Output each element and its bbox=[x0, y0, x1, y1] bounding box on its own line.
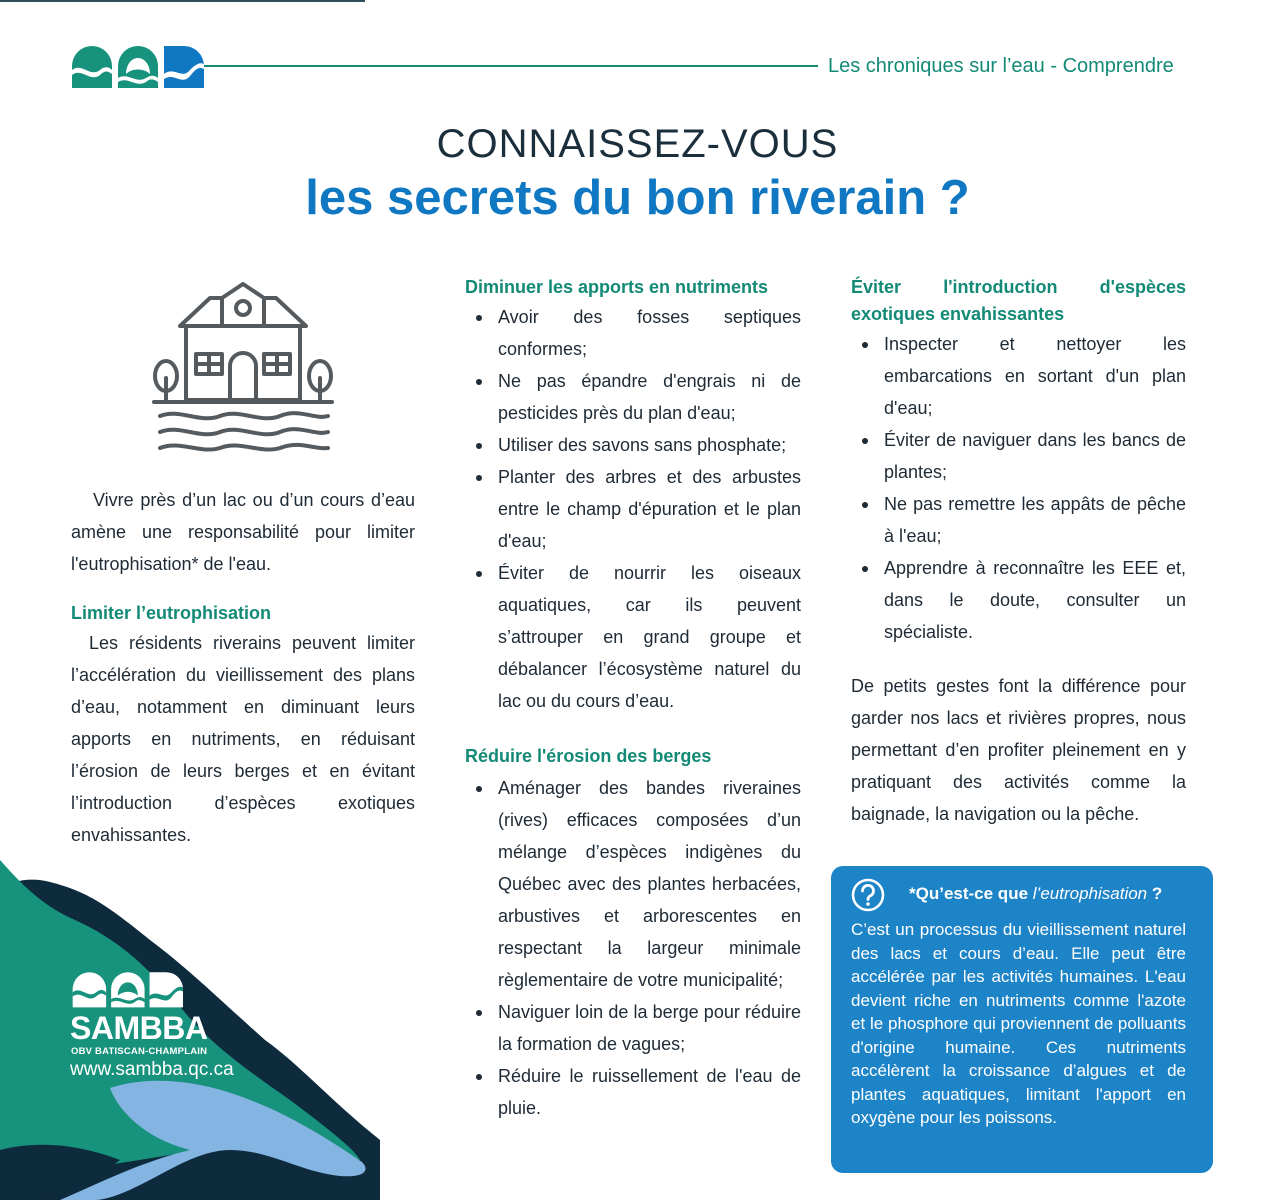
heading-especes: Éviter l'introduction d'espèces exotiques envahissantes bbox=[851, 277, 1186, 324]
sambba-logo-icon bbox=[70, 44, 204, 88]
list-item: Aménager des bandes riveraines (rives) efficaces composées d’un mélange d’espèces indigènes du Québec avec des plantes herbacées, arbustives et arborescentes en respectant la largeur minimale règlementaire de votre municipalité; bbox=[465, 772, 801, 996]
question-circle-icon bbox=[851, 878, 885, 912]
definition-title-term: l’eutrophisation bbox=[1032, 884, 1148, 903]
brand-subtitle: OBV BATISCAN-CHAMPLAIN bbox=[71, 1046, 208, 1057]
conclusion-text: De petits gestes font la différence pour garder nos lacs et rivières propres, nous permettant d’en profiter pleinement en y pratiquant des activités comme la baignade, la navigation ou la pêche. bbox=[851, 676, 1186, 824]
list-item: Inspecter et nettoyer les embarcations en sortant d'un plan d'eau; bbox=[851, 328, 1186, 424]
brand-name: SAMBBA bbox=[70, 1010, 208, 1046]
definition-body: C’est un processus du vieillissement naturel des lacs et cours d’eau. Elle peut être accélérée par les activités humaines. L'eau devient riche en nutriments comme l'azote et le phosphore qui proviennent de polluants d'origine humaine. Ces nutriments accélèrent la croissance d’algues et de plantes aquatiques, limitant l'apport en oxygène pour les poissons. bbox=[851, 920, 1186, 1127]
list-item: Réduire le ruissellement de l'eau de pluie. bbox=[465, 1060, 801, 1124]
list-item: Ne pas remettre les appâts de pêche à l'eau; bbox=[851, 488, 1186, 552]
website-link[interactable]: www.sambba.qc.ca bbox=[70, 1059, 234, 1080]
sambba-logo-white-icon bbox=[71, 970, 183, 1008]
heading-erosion: Réduire l'érosion des berges bbox=[465, 746, 712, 766]
list-item: Naviguer loin de la berge pour réduire la formation de vagues; bbox=[465, 996, 801, 1060]
definition-title-suffix: ? bbox=[1151, 884, 1163, 903]
list-item: Apprendre à reconnaître les EEE et, dans le doute, consulter un spécialiste. bbox=[851, 552, 1186, 648]
house-by-water-icon bbox=[150, 282, 336, 452]
limiter-text: Les résidents riverains peuvent limiter l’accélération du vieillissement des plans d’eau, notamment en diminuant leurs apports en nutriments, en réduisant l’érosion de leurs berges et en évitant l’introduction d’espèces exotiques envahissantes. bbox=[71, 633, 415, 845]
page-title-line1: CONNAISSEZ-VOUS bbox=[436, 122, 839, 166]
intro-text: Vivre près d’un lac ou d’un cours d’eau amène une responsabilité pour limiter l'eutrophisation* de l'eau. bbox=[71, 490, 415, 574]
column-right bbox=[851, 274, 1186, 830]
list-especes bbox=[851, 328, 1186, 648]
list-item: Éviter de naviguer dans les bancs de plantes; bbox=[851, 424, 1186, 488]
series-title: Les chroniques sur l’eau - Comprendre bbox=[828, 55, 1174, 77]
heading-limiter: Limiter l’eutrophisation bbox=[71, 603, 272, 623]
column-left bbox=[71, 484, 415, 851]
page-title-line2: les secrets du bon riverain ? bbox=[305, 171, 970, 225]
list-item: Avoir des fosses septiques conformes; bbox=[465, 301, 801, 365]
definition-title-prefix: *Qu’est-ce que bbox=[909, 884, 1029, 903]
list-erosion bbox=[465, 772, 801, 1124]
definition-title bbox=[909, 884, 1162, 904]
list-item: Utiliser des savons sans phosphate; bbox=[465, 429, 801, 461]
heading-nutriments: Diminuer les apports en nutriments bbox=[465, 277, 769, 297]
definition-box bbox=[831, 866, 1213, 1173]
top-edge-line bbox=[0, 0, 365, 2]
column-middle bbox=[465, 274, 801, 1124]
list-item: Éviter de nourrir les oiseaux aquatiques, car ils peuvent s’attrouper en grand groupe et débalancer l’écosystème naturel du lac ou du cours d’eau. bbox=[465, 557, 801, 717]
header-rule bbox=[204, 65, 818, 67]
list-item: Planter des arbres et des arbustes entre le champ d'épuration et le plan d'eau; bbox=[465, 461, 801, 557]
list-item: Ne pas épandre d'engrais ni de pesticides près du plan d'eau; bbox=[465, 365, 801, 429]
list-nutriments bbox=[465, 301, 801, 717]
